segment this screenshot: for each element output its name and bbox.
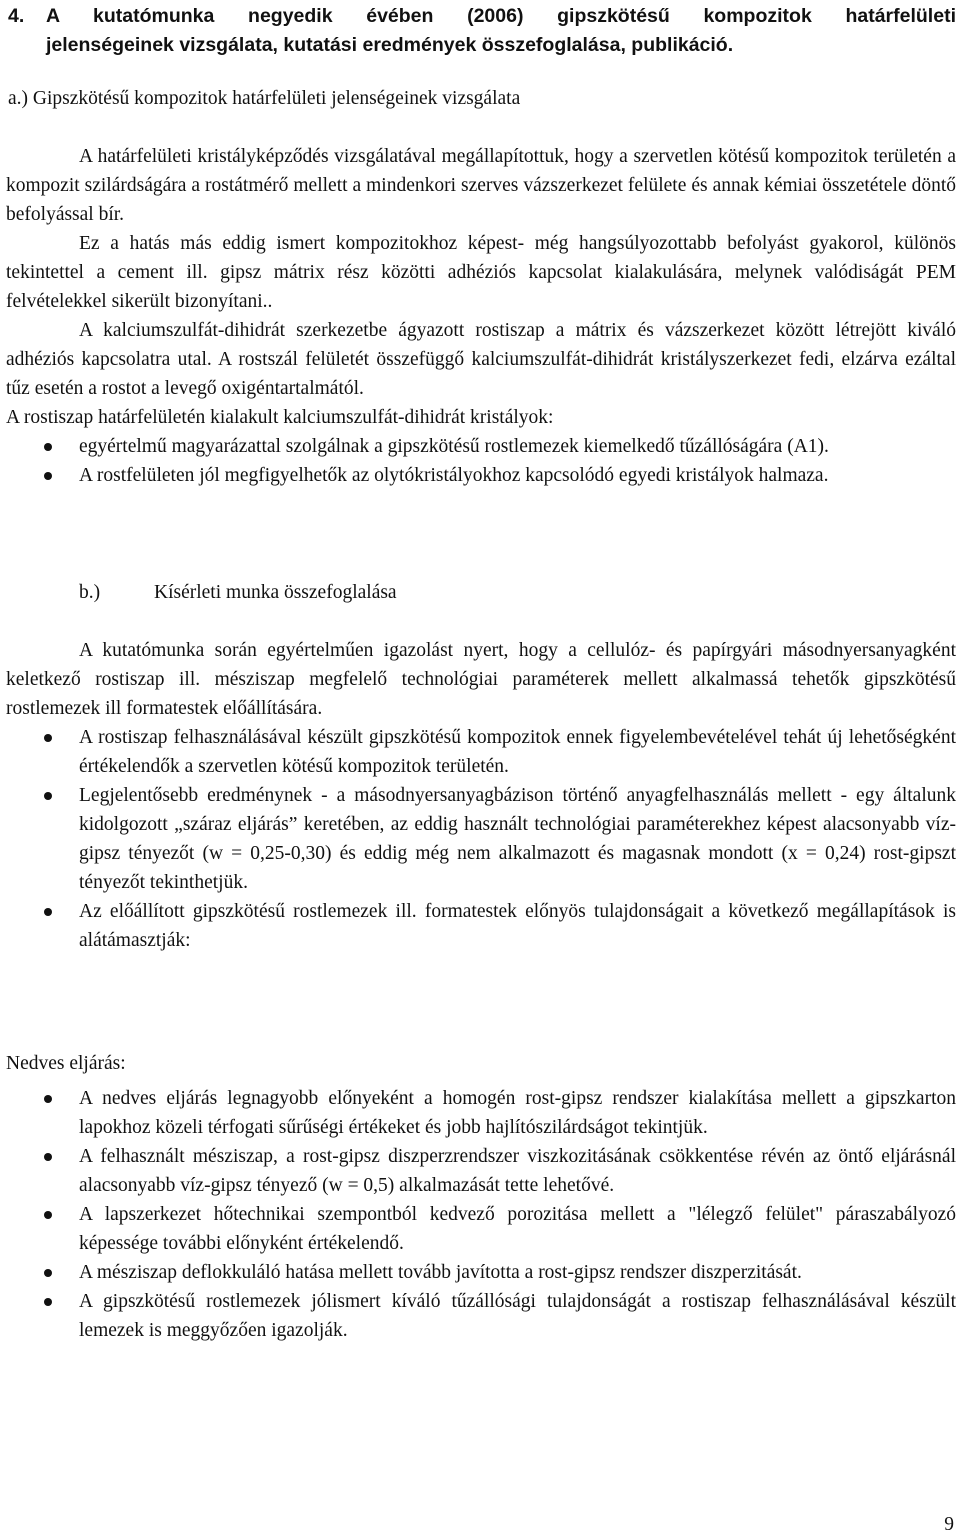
section-heading (8, 2, 956, 60)
bullet-icon (44, 472, 52, 480)
heading-text-1: A kutatómunka negyedik évében (2006) gipszkötésű kompozitok határfelületi (46, 5, 956, 27)
paragraph: A rostiszap határfelületén kialakult kalciumszulfát-dihidrát kristályok: (6, 407, 554, 428)
list-item-text: A felhasznált mésziszap, a rost-gipsz diszperzrendszer viszkozitásának csökkentése révén az öntő eljárásnál alacsonyabb víz-gipsz tényező (w = 0,5) alkalmazását tette lehetővé. (79, 1146, 956, 1196)
subsection-b-label: b.) (79, 582, 101, 603)
bullet-icon (44, 734, 52, 742)
list-item-text: A nedves eljárás legnagyobb előnyeként a homogén rost-gipsz rendszer kialakítása mellett a gipszkarton lapokhoz közeli térfogati sűrűségi értékeket és jobb hajlítószilárdságot tekintjük. (79, 1088, 956, 1138)
list-item-text: A mésziszap deflokkuláló hatása mellett tovább javította a rost-gipsz rendszer diszperzitását. (79, 1262, 802, 1283)
subsection-a-title: a.) Gipszkötésű kompozitok határfelületi jelenségeinek vizsgálata (8, 88, 521, 109)
bullet-icon (44, 1153, 52, 1161)
list-item (6, 1142, 956, 1200)
section-b-body (6, 636, 956, 955)
list-item (6, 723, 956, 781)
bullet-icon (44, 1095, 52, 1103)
list-item-text: Legjelentősebb eredménynek - a másodnyersanyagbázison történő anyagfelhasználás mellett - egy általunk kidolgozott „száraz eljárás” keretében, az eddig használt technológiai paraméterekhez képest alacsonyabb víz-gipsz tényezőt (w = 0,25-0,30) és eddig még nem alkalmazott és magasnak mondott (x = 0,24) rost-gipszt tényezőt tekinthetjük. (79, 785, 956, 893)
list-item (6, 1200, 956, 1258)
subsection-b-text: Kísérleti munka összefoglalása (154, 582, 397, 603)
page-number: 9 (944, 1514, 954, 1535)
section-a-bullets (6, 432, 956, 490)
list-item-text: A rostfelületen jól megfigyelhetők az olytókristályokhoz kapcsolódó egyedi kristályok halmaza. (79, 465, 829, 486)
wet-process-section (6, 1049, 956, 1345)
list-item-text: egyértelmű magyarázattal szolgálnak a gipszkötésű rostlemezek kiemelkedő tűzállóságára (A1). (79, 436, 829, 457)
bullet-icon (44, 908, 52, 916)
paragraph: Ez a hatás más eddig ismert kompozitokhoz képest- még hangsúlyozottabb befolyást gyakorol, különös tekintettel a cement ill. gipsz mátrix rész közötti adhéziós kapcsolat kialakulására, melynek valódiságát PEM felvételekkel sikerült bizonyítani.. (6, 233, 956, 312)
list-item (6, 781, 956, 897)
list-item (6, 897, 956, 955)
bullet-icon (44, 1269, 52, 1277)
bullet-icon (44, 792, 52, 800)
subsection-b-title (79, 578, 397, 607)
list-item-text: A rostiszap felhasználásával készült gipszkötésű kompozitok ennek figyelembevételével tehát új lehetőségként értékelendők a szervetlen kötésű kompozitok területén. (79, 727, 956, 777)
list-item (6, 432, 956, 461)
bullet-list (6, 723, 956, 955)
paragraph: A kutatómunka során egyértelműen igazolást nyert, hogy a cellulóz- és papírgyári másodnyersanyagként keletkező rostiszap ill. mésziszap megfelelő technológiai paraméterek mellett alkalmassá tehetők gipszkötésű rostlemezek ill formatestek előállítására. (6, 640, 956, 719)
bullet-list (6, 1084, 956, 1345)
heading-line-2: jelenségeinek vizsgálata, kutatási eredmények összefoglalása, publikáció. (46, 34, 734, 56)
list-item (6, 461, 956, 490)
section-a-body (6, 142, 956, 432)
heading-number: 4. (8, 5, 25, 27)
bullet-icon (44, 1298, 52, 1306)
list-item (6, 1287, 956, 1345)
wet-process-title: Nedves eljárás: (6, 1053, 126, 1074)
list-item (6, 1258, 956, 1287)
list-item-text: Az előállított gipszkötésű rostlemezek ill. formatestek előnyös tulajdonságait a következő megállapítások is alátámasztják: (79, 901, 956, 951)
list-item-text: A lapszerkezet hőtechnikai szempontból kedvező porozitása mellett a "lélegző felület" páraszabályozó képessége további előnyként értékelendő. (79, 1204, 956, 1254)
bullet-icon (44, 1211, 52, 1219)
list-item (6, 1084, 956, 1142)
paragraph: A határfelületi kristályképződés vizsgálatával megállapítottuk, hogy a szervetlen kötésű kompozitok területén a kompozit szilárdságára a rostátmérő mellett a mindenkori szerves vázszerkezet felülete és annak kémiai összetétele döntő befolyással bír. (6, 146, 956, 225)
list-item-text: A gipszkötésű rostlemezek jólismert kíváló tűzállósági tulajdonságát a rostiszap felhasználásával készült lemezek is meggyőzően igazolják. (79, 1291, 956, 1341)
paragraph: A kalciumszulfát-dihidrát szerkezetbe ágyazott rostiszap a mátrix és vázszerkezet között létrejött kiváló adhéziós kapcsolatra utal. A rostszál felületét összefüggő kalciumszulfát-dihidrát kristályszerkezet fedi, elzárva ezáltal tűz esetén a rostot a levegő oxigéntartalmától. (6, 320, 956, 399)
bullet-icon (44, 443, 52, 451)
bullet-list (6, 432, 956, 490)
heading-line-1 (8, 2, 956, 31)
